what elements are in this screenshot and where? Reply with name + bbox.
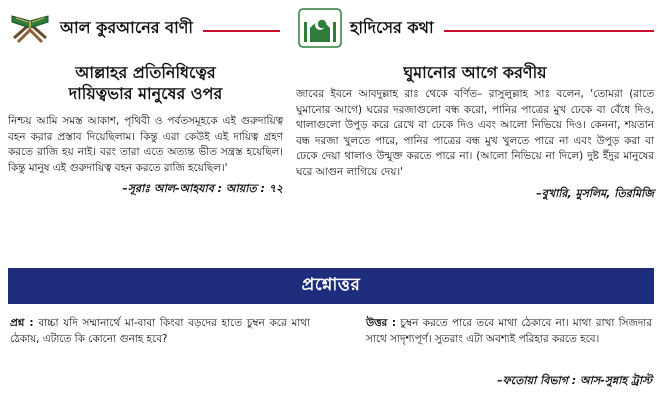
hadith-article: [296, 62, 654, 204]
answer-text: চুম্বন করতে পারে তবে মাথা ঠেকাবে না। মাথা রাখা সিজদার সাথে সাদৃশ্যপূর্ণ। সুতরাং এটা অবশ্যই পরিহার করতে হবে।: [366, 317, 653, 345]
qa-banner-title: প্রশ্নোত্তর: [301, 275, 361, 295]
quran-section-header: [8, 6, 280, 50]
question-text: বাচ্চা যদি সম্মানার্থে মা-বাবা কিংবা বড়দের হাতে চুম্বন করে মাথা ঠেকায়, এটাতে কি কোনো গুনাহ হবে?: [10, 317, 310, 345]
quran-stand-icon: [8, 8, 52, 48]
quran-section-heading: আল কুরআনের বাণী: [60, 17, 193, 37]
hadith-section-heading: হাদিসের কথা: [350, 17, 434, 37]
qa-reference: –ফতোয়া বিভাগ : আস-সুন্নাহ ট্রাস্ট: [497, 374, 652, 387]
quran-article-body: নিশ্চয় আমি সমস্ত আকাশ, পৃথিবী ও পর্বতসমূহকে এই গুরুদায়িত্ব বহন করার প্রস্তাব দিয়েছিলাম। কিন্তু এরা কেউই এই দায়িত্ব গ্রহণ করতে রাজি হয় নাই। বরং তারা এতে অত্যন্ত ভীত সন্ত্রস্ত হয়েছিল। কিন্তু মানুষ এই গুরুদায়িত্ব বহন করতে রাজি হয়েছিল।': [8, 115, 283, 174]
qa-banner: [8, 268, 654, 304]
hadith-article-title: ঘুমানোর আগে করণীয়: [403, 63, 547, 82]
mosque-crescent-icon: [298, 8, 342, 48]
question-block: [10, 316, 310, 347]
quran-reference: –সূরাঃ আল-আহযাব : আয়াত : ৭২: [122, 182, 283, 196]
quran-title-line-2: দায়িত্বভার মানুষের ওপর: [68, 84, 223, 103]
hadith-section-header: [298, 6, 654, 50]
hadith-reference: –বুখারি, মুসলিম, তিরমিজি: [536, 186, 654, 200]
answer-label: উত্তর :: [366, 317, 397, 329]
quran-article-title: [8, 62, 283, 104]
quran-heading-rule: [203, 30, 280, 32]
hadith-heading-rule: [444, 30, 654, 32]
hadith-article-body: জাবের ইবনে আবদুল্লাহ রাঃ থেকে বর্ণিত– রাসুলুল্লাহ সাঃ বলেন, 'তোমরা (রাতে ঘুমানোর আগে) ঘরের দরজাগুলো বন্ধ করো, পানির পাত্রের মুখ ঢেকে বা বেঁধে দিও, থালাগুলো উপুড় করে রেখে বা ঢেকে দিও এবং আলো নিভিয়ে দিও। কেননা, শয়তান বন্ধ দরজা খুলতে পারে, পানির পাত্রের বন্ধ মুখ খুলতে পারে না এবং উপুড় করা বা ঢেকে দেয়া থালাও উন্মুক্ত করতে পারে না। (আলো নিভিয়ে না দিলে) দুষ্ট ইঁদুর মানুষের ঘরে আগুন লাগিয়ে দেয়।': [296, 88, 654, 178]
quran-title-line-1: আল্লাহর প্রতিনিধিত্বের: [75, 63, 216, 82]
answer-block: [366, 316, 652, 347]
question-label: প্রশ্ন :: [10, 317, 34, 329]
quran-article: [8, 62, 283, 199]
